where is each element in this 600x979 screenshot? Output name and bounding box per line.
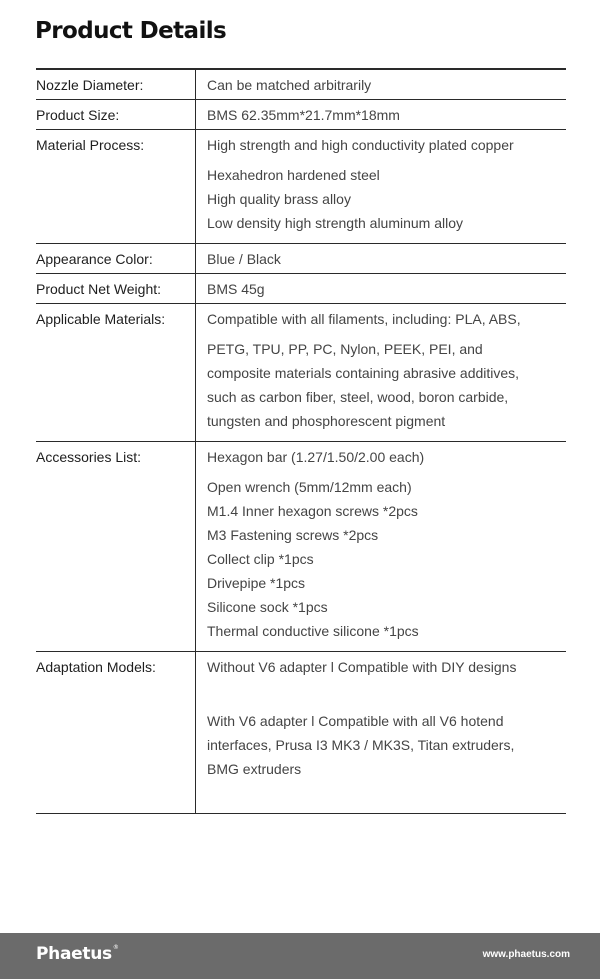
row-value <box>196 100 567 130</box>
value-line: Compatible with all filaments, including: PLA, ABS, <box>207 311 521 327</box>
value-line: PETG, TPU, PP, PC, Nylon, PEEK, PEI, and <box>207 341 483 357</box>
row-label: Product Net Weight: <box>36 274 196 304</box>
value-line: Hexagon bar (1.27/1.50/2.00 each) <box>207 449 425 465</box>
value-line: High strength and high conductivity plated copper <box>207 137 514 153</box>
row-label: Appearance Color: <box>36 244 196 274</box>
row-value <box>196 652 567 814</box>
value-line: BMS 62.35mm*21.7mm*18mm <box>207 107 400 123</box>
brand-logo <box>36 944 119 964</box>
value-line: Blue / Black <box>207 251 281 267</box>
table-row <box>36 130 566 244</box>
value-line: tungsten and phosphorescent pigment <box>207 413 446 429</box>
value-line: Silicone sock *1pcs <box>207 599 328 615</box>
value-line: Low density high strength aluminum alloy <box>207 215 464 231</box>
row-value <box>196 244 567 274</box>
row-label: Adaptation Models: <box>36 652 196 814</box>
row-label: Product Size: <box>36 100 196 130</box>
table-row <box>36 69 566 100</box>
page-title: Product Details <box>35 18 227 44</box>
value-line: composite materials containing abrasive additives, <box>207 365 520 381</box>
value-line: Drivepipe *1pcs <box>207 575 306 591</box>
value-line: Open wrench (5mm/12mm each) <box>207 479 412 495</box>
row-value <box>196 130 567 244</box>
value-line: such as carbon fiber, steel, wood, boron carbide, <box>207 389 509 405</box>
value-line: M1.4 Inner hexagon screws *2pcs <box>207 503 418 519</box>
value-line: M3 Fastening screws *2pcs <box>207 527 379 543</box>
row-label: Nozzle Diameter: <box>36 69 196 100</box>
product-details-table <box>36 68 566 814</box>
website-url: www.phaetus.com <box>482 949 570 960</box>
value-line: Collect clip *1pcs <box>207 551 314 567</box>
value-line: High quality brass alloy <box>207 191 351 207</box>
table-row <box>36 100 566 130</box>
value-line: Thermal conductive silicone *1pcs <box>207 623 419 639</box>
row-value <box>196 304 567 442</box>
row-label: Applicable Materials: <box>36 304 196 442</box>
row-value <box>196 442 567 652</box>
registered-mark: ® <box>112 944 119 951</box>
brand-name: Phaetus <box>36 944 112 964</box>
value-line: Can be matched arbitrarily <box>207 77 372 93</box>
footer-bar <box>0 933 600 979</box>
table-row <box>36 442 566 652</box>
table-row <box>36 244 566 274</box>
value-line: With V6 adapter l Compatible with all V6 hotend <box>207 713 504 729</box>
value-line: BMS 45g <box>207 281 265 297</box>
value-line: Without V6 adapter l Compatible with DIY designs <box>207 659 517 675</box>
row-label: Material Process: <box>36 130 196 244</box>
table-row <box>36 304 566 442</box>
value-line: Hexahedron hardened steel <box>207 167 380 183</box>
value-line: interfaces, Prusa I3 MK3 / MK3S, Titan extruders, <box>207 737 515 753</box>
value-line: BMG extruders <box>207 761 302 777</box>
row-label: Accessories List: <box>36 442 196 652</box>
table-row <box>36 274 566 304</box>
row-value <box>196 274 567 304</box>
table-row <box>36 652 566 814</box>
row-value <box>196 69 567 100</box>
